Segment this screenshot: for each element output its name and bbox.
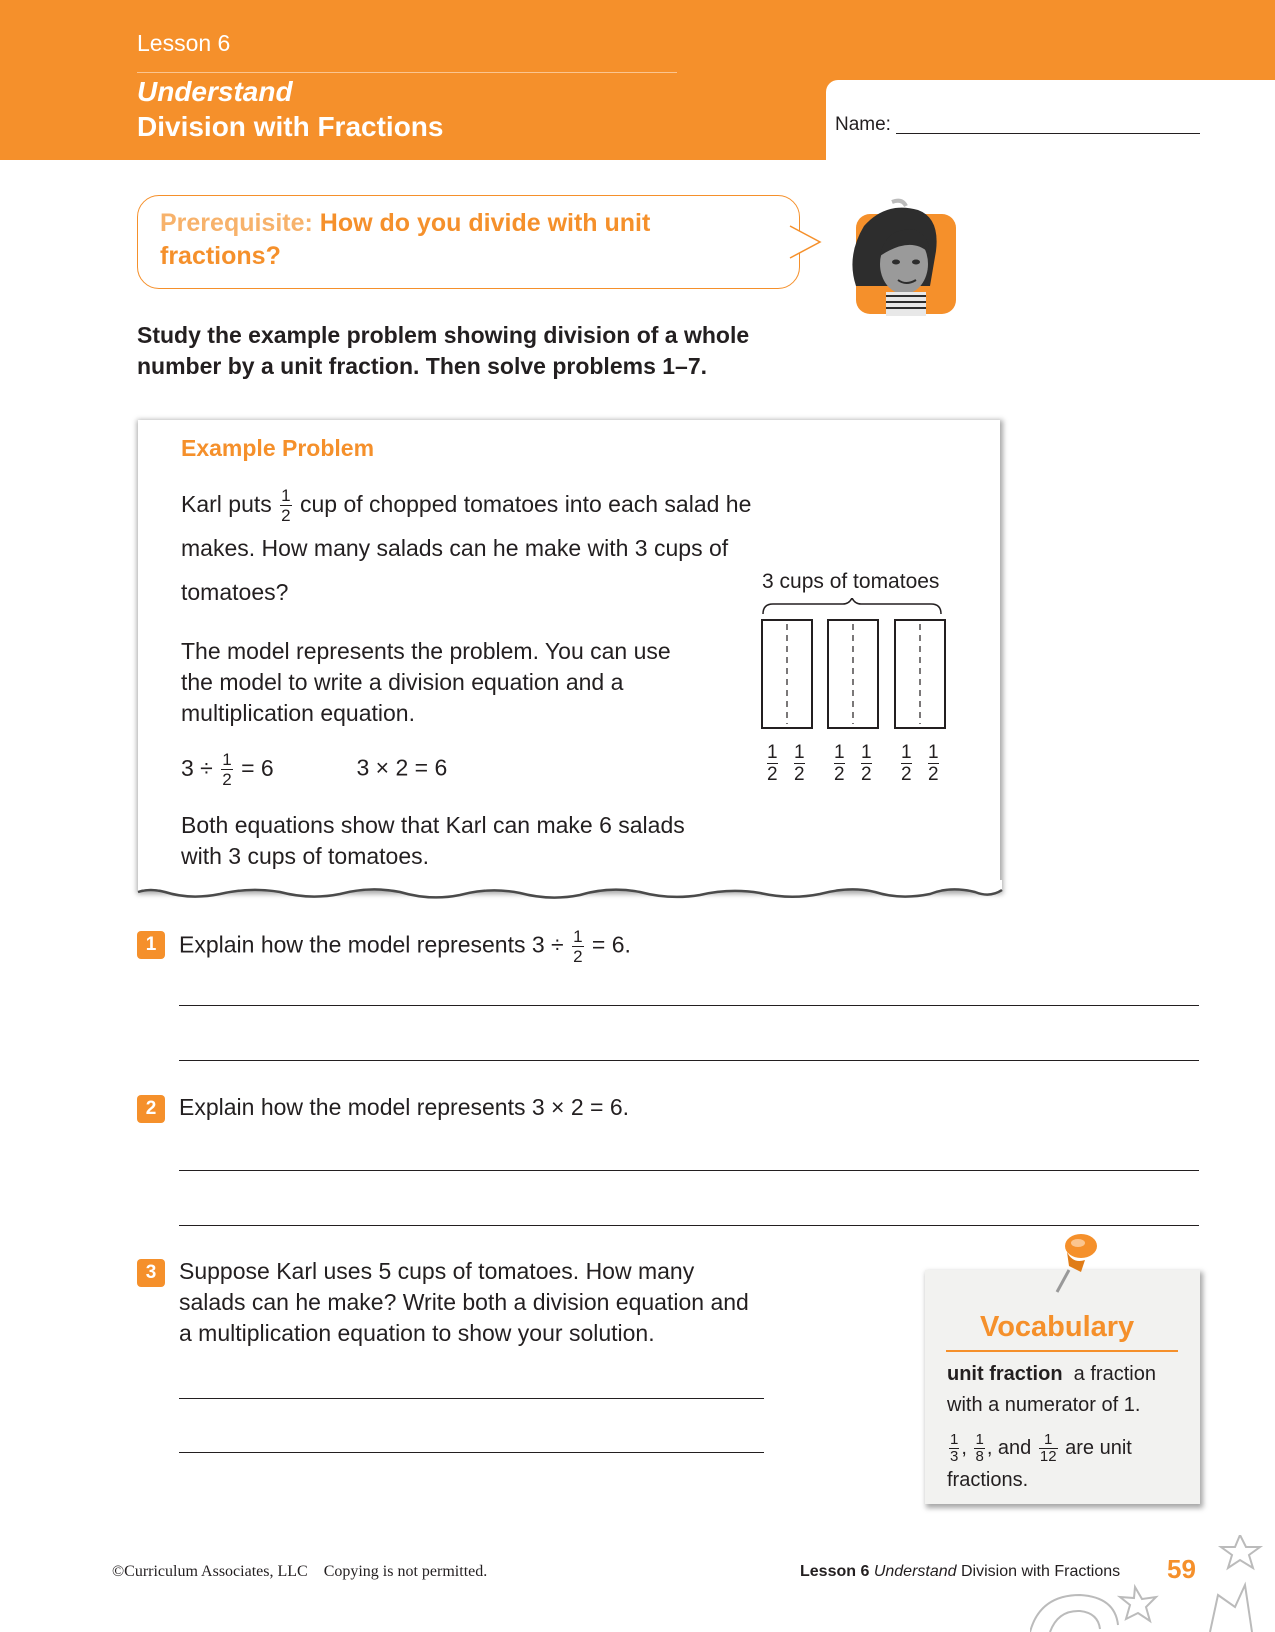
- instructions: Study the example problem showing division of a whole number by a unit fraction. Then solve problems 1–7.: [137, 322, 750, 379]
- question-1-text: [179, 927, 631, 966]
- division-equation: [181, 750, 280, 789]
- cups-model-diagram: [755, 598, 955, 788]
- lesson-understand: Understand: [137, 76, 293, 107]
- vocabulary-example: [947, 1432, 1187, 1495]
- vocabulary-example-end: are unit fractions.: [947, 1436, 1132, 1491]
- fraction-denominator: 2: [928, 764, 939, 785]
- vocabulary-definition-text: a fraction with a numerator of 1.: [947, 1363, 1156, 1416]
- model-fraction-5: [901, 742, 912, 785]
- model-caption: 3 cups of tomatoes: [762, 570, 940, 593]
- answer-line[interactable]: [179, 1452, 764, 1453]
- answer-line[interactable]: [179, 1398, 764, 1399]
- model-brace: [763, 598, 941, 614]
- fraction-denominator: 2: [573, 947, 583, 966]
- torn-paper-edge: [130, 880, 1010, 910]
- pushpin-icon: [1045, 1230, 1105, 1300]
- answer-line[interactable]: [179, 1005, 1199, 1006]
- example-fraction-eighth: [974, 1432, 984, 1465]
- example-model-explanation: The model represents the problem. You can use the model to write a division equation and a multiplication equation.: [181, 638, 671, 726]
- question-number-badge: 2: [137, 1095, 165, 1123]
- question-3-text: Suppose Karl uses 5 cups of tomatoes. How many salads can he make? Write both a division equation and a multiplication equation to show your solution.: [179, 1258, 749, 1346]
- prerequisite-question: [160, 207, 760, 273]
- fraction-numerator: 1: [1039, 1432, 1058, 1449]
- fraction-denominator: 2: [861, 764, 872, 785]
- fraction-numerator: 1: [794, 742, 805, 763]
- example-text-rest: cup of chopped tomatoes into each salad he makes. How many salads can he make with 3 cups of tomatoes?: [181, 491, 752, 605]
- fraction-denominator: 2: [222, 770, 232, 789]
- division-eq-right: = 6: [241, 754, 274, 781]
- vocabulary-divider: [946, 1350, 1178, 1352]
- student-avatar-icon: [836, 196, 958, 316]
- footer-lesson-understand: Understand: [873, 1563, 957, 1580]
- question-2-text: Explain how the model represents 3 × 2 = 6.: [179, 1094, 630, 1120]
- fraction-numerator: 1: [834, 742, 845, 763]
- example-text-start: Karl puts: [181, 491, 272, 517]
- header-divider: [137, 72, 677, 73]
- vocabulary-and: , and: [986, 1436, 1032, 1459]
- model-fraction-2: [794, 742, 805, 785]
- fraction-denominator: 2: [834, 764, 845, 785]
- name-field[interactable]: [896, 133, 1200, 134]
- answer-line[interactable]: [179, 1060, 1199, 1061]
- answer-line[interactable]: [179, 1170, 1199, 1171]
- example-fraction-twelfth: [1039, 1432, 1058, 1465]
- fraction-denominator: 2: [901, 764, 912, 785]
- name-label: Name:: [835, 114, 891, 135]
- example-fraction-third: [949, 1432, 959, 1465]
- fraction-numerator: 1: [281, 486, 291, 506]
- vocabulary-title: Vocabulary: [980, 1311, 1135, 1343]
- fraction-half: [280, 486, 291, 525]
- model-fraction-3: [834, 742, 845, 785]
- fraction-denominator: 3: [950, 1448, 959, 1465]
- fraction-numerator: 1: [861, 742, 872, 763]
- fraction-numerator: 1: [222, 750, 232, 769]
- page-number: 59: [1167, 1554, 1196, 1584]
- vocabulary-separator: ,: [961, 1436, 967, 1459]
- example-problem-text: [181, 482, 781, 614]
- division-eq-fraction: [221, 750, 232, 789]
- footer-lesson-number: Lesson 6: [800, 1563, 870, 1580]
- example-title: Example Problem: [181, 435, 375, 461]
- name-panel: [826, 80, 1275, 180]
- answer-line[interactable]: [179, 1225, 1199, 1226]
- model-fraction-6: [928, 742, 939, 785]
- vocabulary-definition: [947, 1359, 1187, 1421]
- footer-lesson-topic: Division with Fractions: [960, 1563, 1121, 1580]
- fraction-denominator: 2: [281, 506, 291, 526]
- fraction-numerator: 1: [950, 1431, 959, 1448]
- multiplication-equation: 3 × 2 = 6: [356, 754, 448, 781]
- model-fraction-1: [767, 742, 778, 785]
- question-1-fraction: [572, 927, 583, 966]
- fraction-denominator: 2: [794, 764, 805, 785]
- fraction-denominator: 12: [1039, 1448, 1057, 1465]
- fraction-numerator: 1: [573, 927, 583, 946]
- lesson-label: Lesson 6: [137, 30, 231, 56]
- lesson-title: Division with Fractions: [137, 111, 444, 142]
- prerequisite-text: How do you divide with unit fractions?: [160, 209, 651, 270]
- question-number-badge: 3: [137, 1259, 165, 1287]
- fraction-numerator: 1: [901, 742, 912, 763]
- question-number-badge: 1: [137, 931, 165, 959]
- example-conclusion: Both equations show that Karl can make 6 salads with 3 cups of tomatoes.: [181, 812, 685, 869]
- fraction-denominator: 2: [767, 764, 778, 785]
- bubble-tail: [790, 222, 830, 262]
- fraction-denominator: 8: [975, 1448, 984, 1465]
- prerequisite-label: Prerequisite:: [160, 209, 313, 237]
- question-1-end: = 6.: [591, 931, 631, 958]
- vocabulary-term: unit fraction: [947, 1363, 1063, 1385]
- equations-row: [181, 750, 447, 789]
- fraction-numerator: 1: [975, 1431, 984, 1448]
- division-eq-left: 3 ÷: [181, 754, 213, 781]
- fraction-numerator: 1: [928, 742, 939, 763]
- question-1-start: Explain how the model represents 3 ÷: [179, 931, 564, 958]
- copyright-notice: ©Curriculum Associates, LLC Copying is not permitted.: [112, 1563, 488, 1580]
- model-fraction-4: [861, 742, 872, 785]
- decorative-doodle-icon: [1030, 1535, 1275, 1632]
- fraction-numerator: 1: [767, 742, 778, 763]
